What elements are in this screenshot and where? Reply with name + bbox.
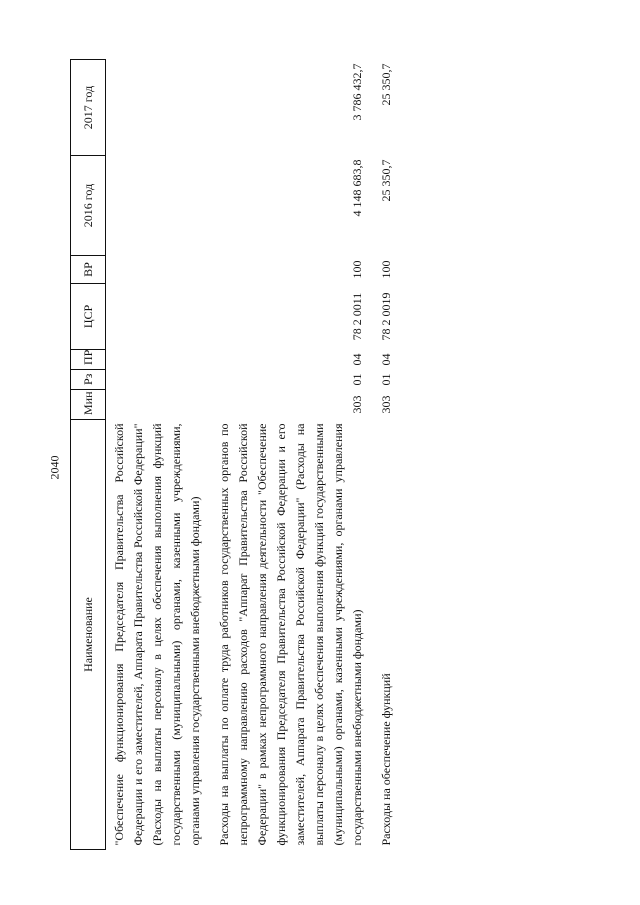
row-csr: 78 2 0011 (350, 292, 364, 341)
row-2016: 4 148 683,8 (350, 159, 364, 217)
header-vr: ВР (71, 256, 106, 284)
row-name: "Обеспечение функционирования Председателя Правительства Российской Федерации и его заместителей, Аппарата Правительства Российской Федерации" (Расходы на выплаты персоналу в целях обеспечения выполнения функций государственными (муниципальными) органами, казенными учреждениями, органами управления государственными внебюджетными фондами) (112, 423, 202, 846)
row-pr: 04 (350, 353, 364, 366)
rotated-page (70, 60, 590, 850)
row-vr: 100 (379, 260, 393, 279)
table-row (106, 60, 212, 850)
row-rz (106, 370, 212, 390)
header-name: Наименование (71, 420, 106, 850)
header-csr: ЦСР (71, 284, 106, 350)
row-min: 303 (379, 395, 393, 414)
row-rz: 01 (350, 373, 364, 386)
row-min (106, 390, 212, 420)
row-2017: 3 786 432,7 (350, 63, 364, 121)
table-row (211, 60, 373, 850)
row-vr: 100 (350, 260, 364, 279)
row-csr: 78 2 0019 (379, 292, 393, 341)
header-2016: 2016 год (71, 156, 106, 256)
row-2016: 25 350,7 (379, 159, 393, 202)
row-2016 (106, 156, 212, 256)
row-name: Расходы на выплаты по оплате труда работников государственных органов по непрограммному направлению расходов "Аппарат Правительства Российской Федерации" в рамках непрограммного направления деятельности "Обеспечение функционирования Председателя Правительства Российской Федерации и его заместителей, Аппарата Правительства Российской Федерации" (Расходы на выплаты персоналу в целях обеспечения выполнения функций государственными (муниципальными) органами, казенными учреждениями, органами управления государственными внебюджетными фондами) (217, 423, 364, 846)
row-csr (106, 284, 212, 350)
header-rz: Рз (71, 370, 106, 390)
row-min: 303 (350, 395, 364, 414)
page-number: 2040 (47, 455, 62, 480)
table-header-row (71, 60, 106, 850)
table-row (373, 60, 402, 850)
row-pr (106, 350, 212, 370)
row-2017 (106, 60, 212, 156)
budget-table (70, 59, 402, 850)
row-pr: 04 (379, 353, 393, 366)
row-rz: 01 (379, 373, 393, 386)
row-name: Расходы на обеспечение функций (379, 673, 393, 846)
row-2017: 25 350,7 (379, 63, 393, 106)
header-min: Мин (71, 390, 106, 420)
row-vr (106, 256, 212, 284)
header-pr: ПР (71, 350, 106, 370)
header-2017: 2017 год (71, 60, 106, 156)
